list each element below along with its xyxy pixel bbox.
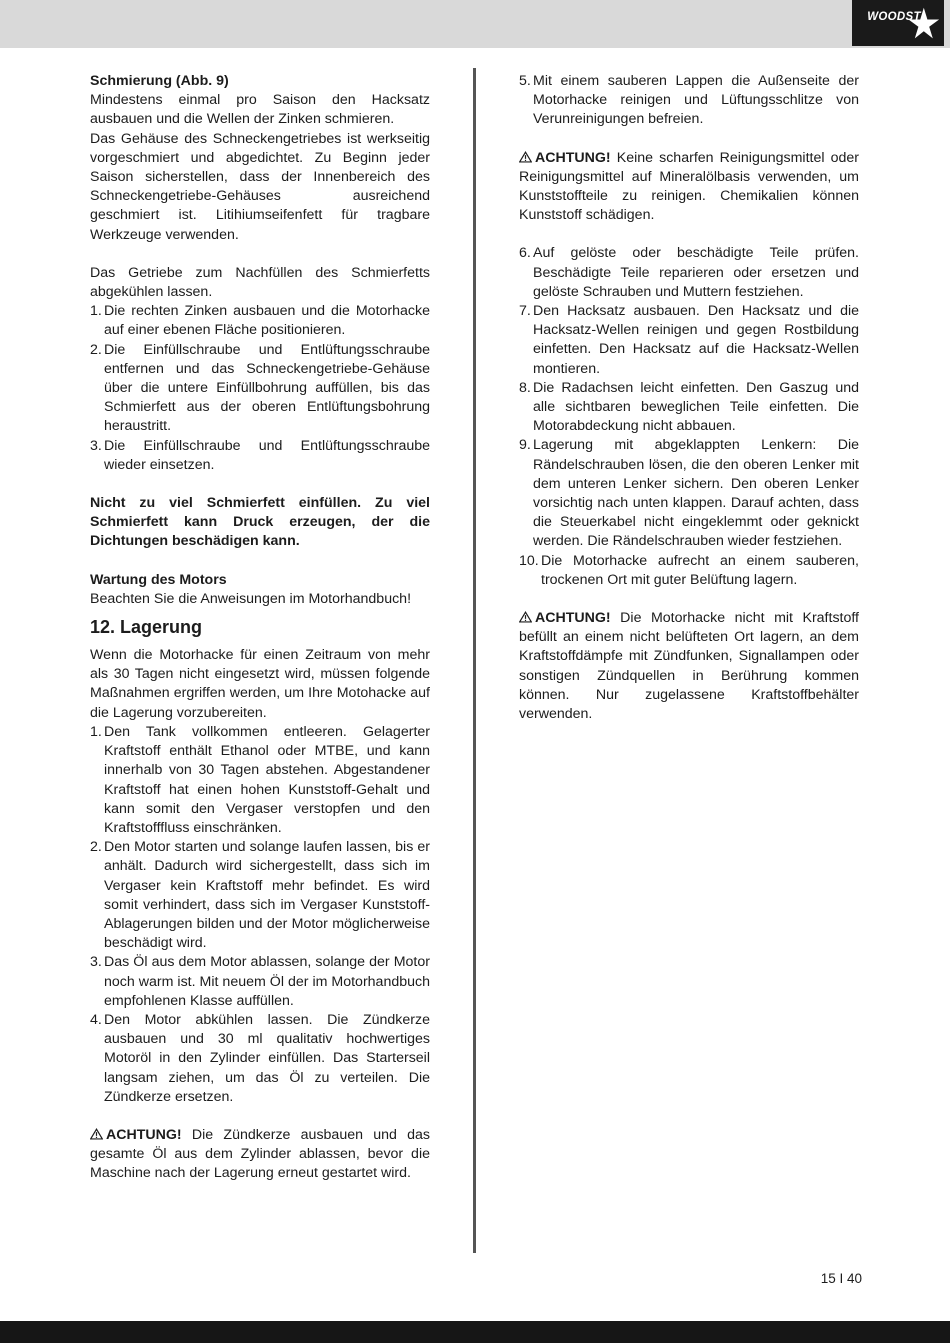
fuel-warning [519,609,859,724]
warning-icon [519,611,532,623]
warning-label: ACHTUNG! [106,1126,182,1143]
lubrication-paragraph-2: Das Gehäuse des Schneckengetriebes ist werkseitig vorgeschmiert und abgedichtet. Zu Beginn jeder Saison sicherstellen, dass der Innenbereich des Schneckengetriebe-Gehäuses ausreichend geschmiert ist. Litihiumseifenfett für tragbare Werkzeuge verwenden. [90,130,430,243]
list-item: 6. Auf gelöste oder beschädigte Teile prüfen. Beschädigte Teile reparieren oder ersetzen und gelöste Schrauben und Muttern festziehen. [519,245,859,300]
storage-steps [90,723,430,1107]
storage-steps-continued [519,72,859,130]
list-item: 7. Den Hacksatz ausbauen. Den Hacksatz und die Hacksatz-Wellen reinigen und gegen Rostbildung einfetten. Den Hacksatz auf die Hacksatz-Wellen montieren. [519,303,859,377]
footer-bar [0,1321,950,1343]
header-bar [0,0,950,48]
list-item: 1. Den Tank vollkommen entleeren. Gelagerter Kraftstoff enthält Ethanol oder MTBE, und kann innerhalb von 30 Tagen abstehen. Abgestandener Kraftstoff hat einen hohen Kunststoff-Gehalt und kann somit den Vergaser verstopfen und den Kraftstofffluss einschränken. [90,723,430,836]
warning-text: Die Zündkerze ausbauen und das gesamte Öl aus dem Zylinder ablassen, bevor die Maschine nach der Lagerung erneut gestartet wird. [90,1126,430,1182]
list-item: 10. Die Motorhacke aufrecht an einem sauberen, trockenen Ort mit guter Belüftung lagern. [519,552,859,588]
storage-warning [90,1126,430,1184]
list-item: 9. Lagerung mit abgeklappten Lenkern: Die Rändelschrauben lösen, die den oberen Lenker mit dem unteren Lenker sichern. Den oberen Lenker vorsichtig nach unten klappen. Darauf achten, dass die Steuerkabel nicht eingeklemmt oder geknickt werden. Die Rändelschrauben wieder festziehen. [519,437,859,550]
list-item: 2. Den Motor starten und solange laufen lassen, bis er anhält. Dadurch wird sichergestellt, dass sich im Vergaser kein Kraftstoff mehr befindet. Es wird somit verhindert, dass sich im Vergaser Kunststoff-Ablagerungen bilden und der Motor möglicherweise beschädigt wird. [90,839,430,952]
cleaning-warning [519,149,859,226]
lubrication-warning: Nicht zu viel Schmierfett einfüllen. Zu viel Schmierfett kann Druck erzeugen, der die Dichtungen beschädigen kann. [90,495,430,550]
storage-intro: Wenn die Motorhacke für einen Zeitraum von mehr als 30 Tagen nicht eingesetzt wird, müssen folgende Maßnahmen ergriffen werden, um Ihre Motohacke auf die Lagerung vorzubereiten. [90,647,430,721]
list-item: 8. Die Radachsen leicht einfetten. Den Gaszug und alle sichtbaren beweglichen Teile einfetten. Die Motorabdeckung nicht abbauen. [519,379,859,435]
list-item: 5. Mit einem sauberen Lappen die Außenseite der Motorhacke reinigen und Lüftungsschlitze von Verunreinigungen befreien. [519,73,859,128]
list-item: 2. Die Einfüllschraube und Entlüftungsschraube entfernen und das Schneckengetriebe-Gehäuse über die untere Einfüllbohrung auffüllen, bis das Schmierfett aus der oberen Entlüftungsbohrung heraustritt. [90,341,430,435]
storage-heading: 12. Lagerung [90,617,203,638]
storage-steps-more [519,244,859,551]
column-divider [473,68,476,1253]
warning-label: ACHTUNG! [535,610,611,627]
motor-maintenance-title: Wartung des Motors [90,571,227,588]
list-item: 3. Die Einfüllschraube und Entlüftungsschraube wieder einsetzen. [90,437,430,473]
list-item: 4. Den Motor abkühlen lassen. Die Zündkerze ausbauen und 30 ml qualitativ hochwertiges Motoröl in den Zylinder einfüllen. Das Starterseil langsam ziehen, um das Öl zu verteilen. Die Zündkerze ersetzen. [90,1011,430,1105]
brand-logo [852,0,944,46]
list-item: 1. Die rechten Zinken ausbauen und die Motorhacke auf einer ebenen Fläche positionieren. [90,303,430,339]
lubrication-steps [90,302,430,475]
list-item: 3. Das Öl aus dem Motor ablassen, solange der Motor noch warm ist. Mit neuem Öl der im Motorhandbuch empfohlenen Klasse auffüllen. [90,954,430,1009]
warning-text: Die Motorhacke nicht mit Kraftstoff befüllt an einem nicht belüfteten Ort lagern, an dem Kraftstoffdämpfe mit Zündfunken, Signallampen oder sonstigen Zündquellen in Berührung kommen können. Nur zugelassene Kraftstoffbehälter verwenden. [519,610,859,723]
warning-icon [519,151,532,163]
warning-icon [90,1128,103,1140]
lubrication-title: Schmierung (Abb. 9) [90,73,229,89]
page-number: 15 I 40 [820,1271,862,1286]
lubrication-paragraph-3: Das Getriebe zum Nachfüllen des Schmierfetts abgekühlen lassen. [90,264,430,301]
lubrication-paragraph-1: Mindestens einmal pro Saison den Hacksatz ausbauen und die Wellen der Zinken schmieren. [90,92,430,128]
motor-maintenance-text: Beachten Sie die Anweisungen im Motorhandbuch! [90,590,412,607]
logo-text: WOODST [867,11,921,24]
left-column [90,72,430,1184]
warning-label: ACHTUNG! [535,149,611,166]
right-column [519,72,859,724]
warning-text: Keine scharfen Reinigungsmittel oder Reinigungsmittel auf Mineralölbasis verwenden, um Kunststoffteile zu reinigen. Chemikalien können Kunststoff schädigen. [519,149,859,224]
storage-steps-last [519,552,859,590]
